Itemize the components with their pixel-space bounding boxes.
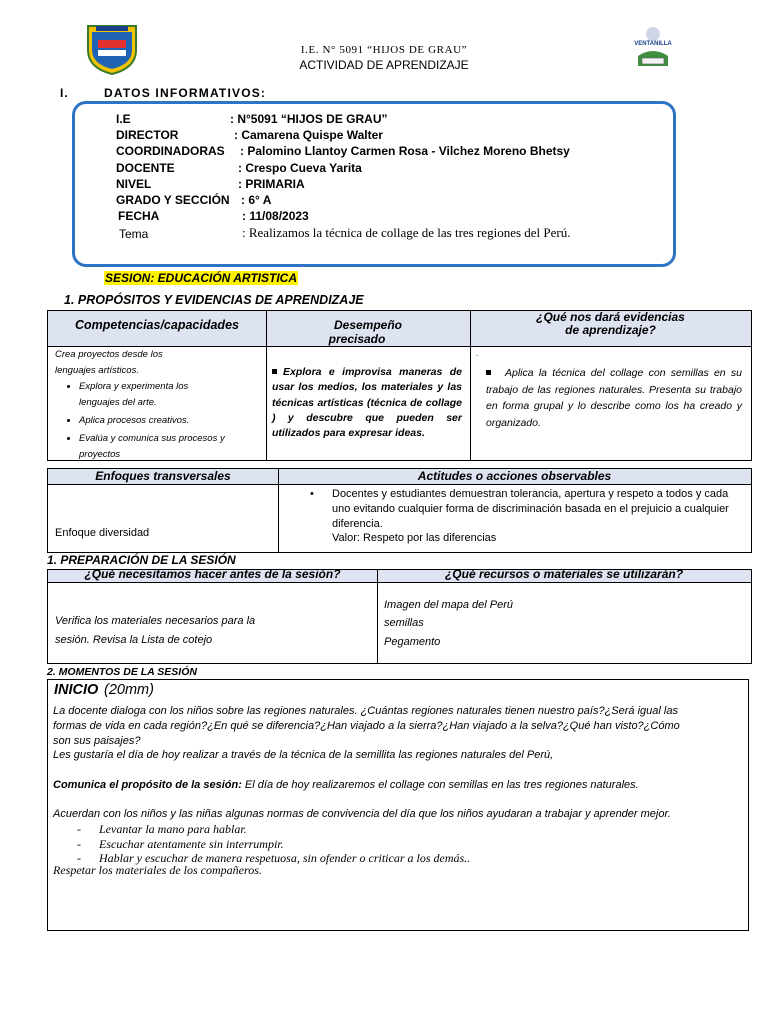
inicio-p1c: son sus paisajes?: [53, 735, 141, 747]
norm-item: Escuchar atentamente sin interrumpir.: [99, 837, 284, 851]
purposes-title: 1. PROPÓSITOS Y EVIDENCIAS DE APRENDIZAJE: [64, 293, 364, 307]
ventanilla-logo-text: VENTANILLA: [634, 41, 672, 47]
comp-list: [55, 379, 245, 463]
evidence-dot: .: [476, 349, 479, 358]
need-line-a: Verifica los materiales necesarios para la: [55, 615, 256, 627]
norm-dash: -: [77, 837, 81, 851]
section-number: I.: [60, 86, 69, 100]
info-label-ie: I.E: [116, 112, 131, 126]
desempeno-text: [272, 365, 462, 441]
info-value-docente: : Crespo Cueva Yarita: [238, 161, 362, 175]
enfoque-diversidad: Enfoque diversidad: [55, 527, 150, 539]
info-label-coordinadoras: COORDINADORAS: [116, 144, 225, 158]
need-line-b: sesión. Revisa la Lista de cotejo: [55, 634, 213, 646]
info-value-fecha: : 11/08/2023: [242, 209, 309, 223]
info-value-ie: : N°5091 “HIJOS DE GRAU”: [230, 112, 388, 126]
comp-intro-b: lenguajes artísticos.: [55, 365, 139, 376]
info-label-docente: DOCENTE: [116, 161, 175, 175]
col-enfoques: Enfoques transversales: [95, 469, 231, 483]
purpose-rest: El día de hoy realizaremos el collage con semillas en las tres regiones naturales.: [241, 779, 639, 791]
valor-text: Valor: Respeto por las diferencias: [332, 532, 497, 544]
preparacion-col-divider: [377, 569, 378, 664]
comp-item: • Evalúa y comunica sus procesos y proyectos: [79, 431, 245, 463]
square-bullet-icon: [272, 369, 277, 374]
actitud-content: Docentes y estudiantes demuestran tolerancia, apertura y respeto a todos y cada uno evitando cualquier forma de discriminación basada en el prejuicio a cualquier diferencia.: [332, 488, 729, 530]
norm-dash: -: [77, 822, 81, 836]
info-value-tema: : Realizamos la técnica de collage de las tres regiones del Perú.: [242, 225, 571, 240]
preparacion-title: 1. PREPARACIÓN DE LA SESIÓN: [47, 553, 236, 567]
inicio-p4: Acuerdan con los niños y las niñas algunas normas de convivencia del día que los niños ayudaran a trabajar y aprender mejor.: [53, 808, 671, 820]
info-label-nivel: NIVEL: [116, 177, 152, 191]
col-desempeno: Desempeño: [333, 318, 403, 332]
actitud-text: [310, 487, 748, 532]
preparacion-header-divider: [47, 582, 752, 583]
norm-item: Hablar y escuchar de manera respetuosa, sin ofender o criticar a los demás..: [99, 851, 471, 865]
info-label-fecha: FECHA: [118, 209, 160, 223]
col-precisado: precisado: [328, 332, 386, 346]
info-value-coordinadoras: : Palomino Llantoy Carmen Rosa - Vilchez Moreno Bhetsy: [240, 144, 570, 158]
col-recursos: ¿Qué recursos o materiales se utilizarán?: [444, 567, 684, 581]
resource-item: semillas: [384, 617, 424, 629]
col-evidencias: ¿Qué nos dará evidencias: [536, 310, 685, 324]
enfoques-header-divider: [47, 484, 752, 485]
evidencia-content: Aplica la técnica del collage con semillas en su trabajo de las regiones naturales. Presenta su trabajo en forma grupal y lo describe como los ha creado y organizado.: [486, 367, 742, 429]
norm-dash: -: [77, 851, 81, 865]
section-title: DATOS INFORMATIVOS:: [104, 86, 267, 100]
col-evidencias-2: de aprendizaje?: [565, 323, 656, 337]
info-label-grado: GRADO Y SECCIÓN: [116, 193, 230, 207]
purposes-header-divider: [47, 346, 752, 347]
col-actitudes: Actitudes o acciones observables: [417, 469, 612, 483]
inicio-label: INICIO: [54, 682, 99, 698]
inicio-p2: Les gustaría el día de hoy realizar a través de la técnica de la semillita las regiones naturales del Perú,: [53, 749, 554, 761]
col-necesitamos: ¿Qué necesitamos hacer antes de la sesión?: [84, 567, 341, 581]
comp-item: • Aplica procesos creativos.: [79, 413, 245, 429]
info-label-tema: Tema: [119, 227, 149, 241]
info-label-director: DIRECTOR: [116, 128, 179, 142]
inicio-p3: [53, 779, 639, 791]
norm-last: Respetar los materiales de los compañeros.: [53, 863, 262, 877]
info-value-nivel: : PRIMARIA: [238, 177, 305, 191]
purpose-bold: Comunica el propósito de la sesión:: [53, 779, 242, 791]
activity-title: ACTIVIDAD DE APRENDIZAJE: [299, 58, 469, 72]
school-name-line: I.E. N° 5091 “HIJOS DE GRAU”: [300, 44, 468, 56]
comp-intro-a: Crea proyectos desde los: [55, 349, 163, 360]
col-competencias: Competencias/capacidades: [75, 318, 239, 332]
evidencia-text: [486, 365, 742, 431]
resource-item: Imagen del mapa del Perú: [384, 599, 514, 611]
square-bullet-icon: [486, 370, 491, 375]
inicio-time: (20mm): [104, 682, 154, 698]
comp-item: • Explora y experimenta los lenguajes del arte.: [79, 379, 245, 411]
session-area: SESION: EDUCACIÓN ARTISTICA: [105, 271, 298, 285]
momentos-title: 2. MOMENTOS DE LA SESIÓN: [47, 666, 197, 678]
info-value-grado: : 6° A: [241, 193, 272, 207]
info-value-director: : Camarena Quispe Walter: [234, 128, 383, 142]
inicio-p1b: formas de vida en cada región?¿En qué se diferencia?¿Han viajado a la sierra?¿Han viajado a la selva?¿Qué han visto?¿Cómo: [53, 720, 680, 732]
desempeno-content: Explora e improvisa maneras de usar los medios, los materiales y las técnicas artísticas (técnica de collage ) y descubre que pueden ser utilizados para expresar ideas.: [272, 366, 462, 440]
bullet-icon: •: [310, 488, 314, 500]
norm-item: Levantar la mano para hablar.: [99, 822, 247, 836]
resource-item: Pegamento: [384, 636, 441, 648]
inicio-p1a: La docente dialoga con los niños sobre las regiones naturales. ¿Cuántas regiones naturales tienen nuestro país?¿Será igual las: [53, 705, 678, 717]
